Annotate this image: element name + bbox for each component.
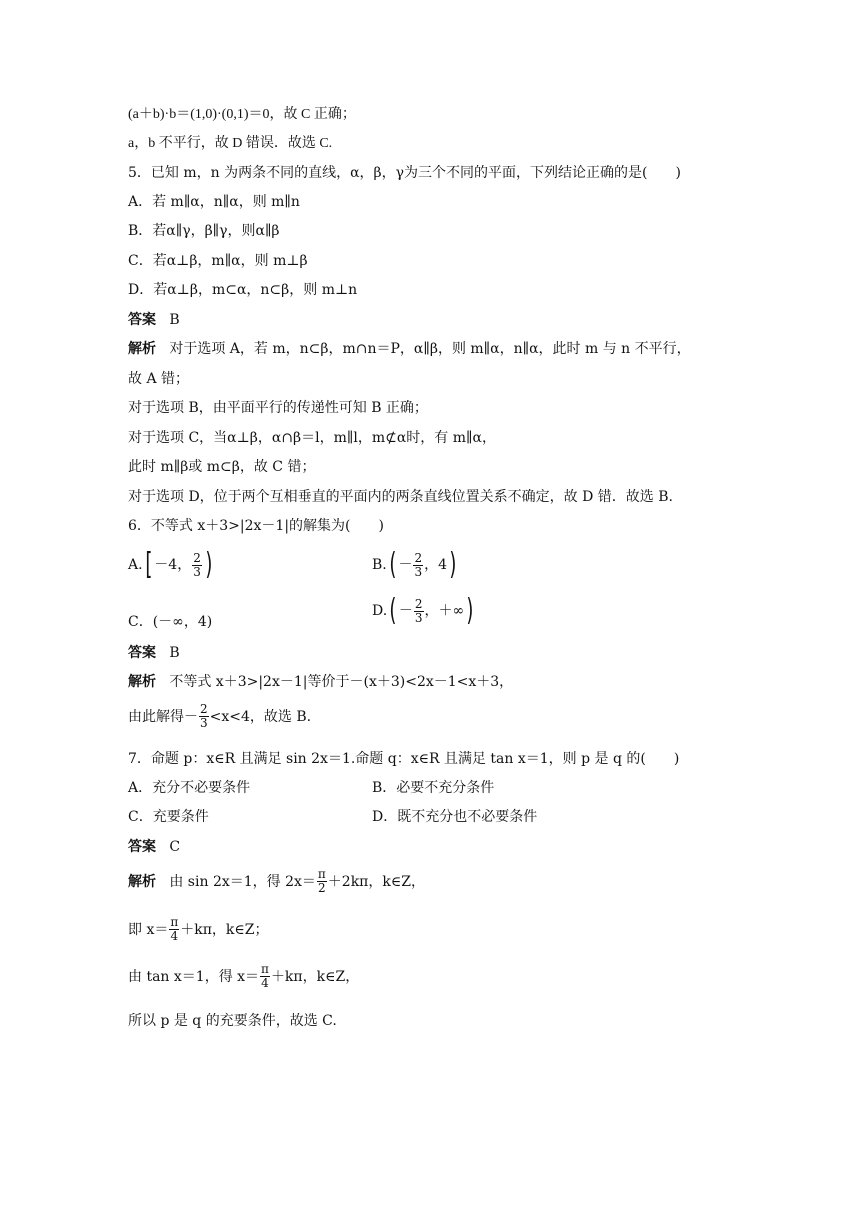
analysis-text: 由 tan x＝1，得 x＝ xyxy=(128,968,260,985)
left-bracket: ( xyxy=(389,547,397,582)
analysis-text: 对于选项 A，若 m，n⊂β，m∩n＝P，α∥β，则 m∥α，n∥α，此时 m 与 n 不平行， xyxy=(169,341,691,357)
q7-analysis-2 xyxy=(128,916,269,943)
analysis-label: 解析 xyxy=(128,341,156,357)
q7-analysis-1 xyxy=(128,868,425,895)
analysis-label: 解析 xyxy=(128,873,156,890)
q6-option-c: C．(－∞，4) xyxy=(128,614,213,630)
analysis-text: 即 x＝ xyxy=(128,921,169,938)
option-label: B. xyxy=(372,557,387,573)
q6-analysis-2 xyxy=(128,703,311,730)
analysis-text-tail: ＋2kπ，k∈Z， xyxy=(327,873,425,890)
right-bracket: ) xyxy=(466,593,474,628)
answer-label: 答案 xyxy=(128,839,156,855)
q7-option-b: B．必要不充分条件 xyxy=(372,780,495,796)
fraction: $\frac{\pi}{2}$ xyxy=(317,867,326,895)
option-text-tail: ，4 xyxy=(424,557,448,573)
fraction: $\frac{2}{3}$ xyxy=(414,596,423,625)
q5-analysis-5: 此时 m∥β或 m⊂β，故 C 错； xyxy=(128,459,316,475)
option-label: D. xyxy=(372,603,388,619)
right-bracket: ) xyxy=(205,547,213,582)
q6-option-b xyxy=(372,547,459,582)
analysis-text-tail: <x<4，故选 B. xyxy=(209,708,312,725)
fraction: $\frac{2}{3}$ xyxy=(193,550,201,579)
option-text: －4， xyxy=(154,557,192,573)
option-text: － xyxy=(398,603,413,619)
answer-value: C xyxy=(169,839,181,855)
option-text-tail: ，＋∞ xyxy=(424,603,465,619)
q5-option-a: A．若 m∥α，n∥α，则 m∥n xyxy=(128,194,300,210)
analysis-text: 不等式 x＋3>|2x－1|等价于－(x＋3)<2x－1<x＋3， xyxy=(169,674,514,690)
fraction: $\frac{\pi}{4}$ xyxy=(170,915,179,943)
q5-option-c: C．若α⊥β，m∥α，则 m⊥β xyxy=(128,253,308,269)
answer-value: B xyxy=(169,645,180,661)
q5-analysis-6: 对于选项 D，位于两个互相垂直的平面内的两条直线位置关系不确定，故 D 错．故选 B. xyxy=(128,489,673,505)
analysis-text-tail: ＋kπ，k∈Z； xyxy=(180,921,269,938)
q6-analysis-1 xyxy=(128,673,513,691)
prev-line-2: a，b 不平行，故 D 错误．故选 C. xyxy=(128,136,333,151)
left-bracket: [ xyxy=(144,547,152,582)
answer-value: B xyxy=(169,312,180,328)
q7-stem: 7．命题 p：x∈R 且满足 sin 2x＝1.命题 q：x∈R 且满足 tan x＝1，则 p 是 q 的( ) xyxy=(128,751,680,767)
answer-label: 答案 xyxy=(128,645,156,661)
q5-analysis-4: 对于选项 C，当α⊥β，α∩β＝l，m∥l，m⊄α时，有 m∥α， xyxy=(128,430,496,446)
analysis-label: 解析 xyxy=(128,674,156,690)
q6-stem: 6．不等式 x＋3>|2x－1|的解集为( ) xyxy=(128,518,384,534)
left-bracket: ( xyxy=(389,593,397,628)
q5-analysis-2: 故 A 错； xyxy=(128,371,190,387)
q7-answer xyxy=(128,838,180,856)
q7-option-c: C．充要条件 xyxy=(128,809,209,825)
fraction: $\frac{2}{3}$ xyxy=(200,702,208,730)
q6-answer xyxy=(128,644,180,662)
fraction: $\frac{\pi}{4}$ xyxy=(261,962,269,990)
q5-option-b: B．若α∥γ，β∥γ，则α∥β xyxy=(128,223,280,239)
q5-analysis-3: 对于选项 B，由平面平行的传递性可知 B 正确； xyxy=(128,400,428,416)
q5-analysis-1 xyxy=(128,340,691,358)
analysis-text: 由此解得－ xyxy=(128,708,198,725)
q5-option-d: D．若α⊥β，m⊂α，n⊂β，则 m⊥n xyxy=(128,282,358,298)
option-label: A. xyxy=(128,557,143,573)
q6-option-a xyxy=(128,547,215,582)
analysis-text-tail: ＋kπ，k∈Z， xyxy=(270,968,360,985)
answer-label: 答案 xyxy=(128,312,156,328)
q7-analysis-4: 所以 p 是 q 的充要条件，故选 C. xyxy=(128,1013,337,1029)
fraction: $\frac{2}{3}$ xyxy=(414,550,423,579)
right-bracket: ) xyxy=(449,547,457,582)
q7-option-a: A．充分不必要条件 xyxy=(128,780,251,796)
q5-stem: 5．已知 m，n 为两条不同的直线，α，β，γ为三个不同的平面，下列结论正确的是( ) xyxy=(128,165,681,181)
q6-option-d xyxy=(372,593,476,628)
option-text: － xyxy=(398,557,413,573)
q7-option-d: D．既不充分也不必要条件 xyxy=(372,809,538,825)
prev-line-1: (a＋b)·b＝(1,0)·(0,1)＝0，故 C 正确； xyxy=(128,107,356,122)
analysis-text: 由 sin 2x＝1，得 2x＝ xyxy=(169,873,316,890)
q5-answer xyxy=(128,311,180,329)
q7-analysis-3 xyxy=(128,963,359,990)
